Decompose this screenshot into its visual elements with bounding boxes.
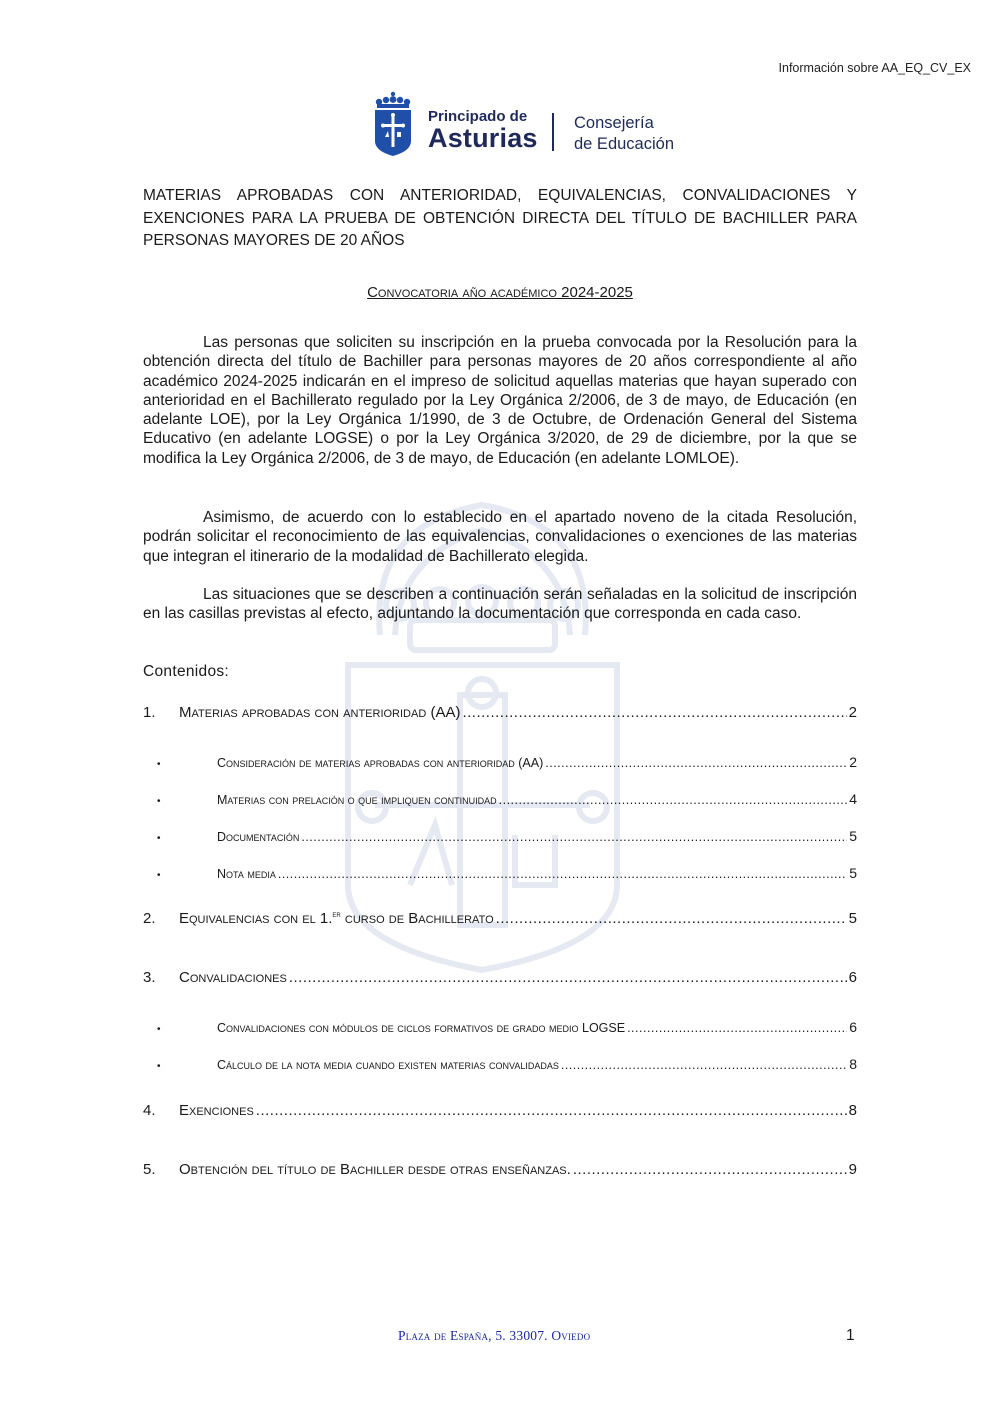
toc-entry-convalidaciones[interactable]: 3. Convalidaciones ..... 6 <box>143 969 857 986</box>
intro-paragraph-2: Asimismo, de acuerdo con lo establecido en el apartado noveno de la citada Resolución, podrán solicitar el reconocimiento de las equivalencias, convalidaciones o exenciones de las materias que integran el itinerario de la modalidad de Bachillerato elegida. <box>143 509 857 565</box>
toc-entry-nota-media[interactable]: • Nota media ..... 5 <box>143 865 857 881</box>
toc-leader-dots <box>573 1161 847 1178</box>
toc-entry-consideracion[interactable]: • Consideración de materias aprobadas con anterioridad (AA) ..... 2 <box>143 754 857 770</box>
page-number: 1 <box>846 1327 855 1344</box>
department-name: Consejería de Educación <box>574 114 674 153</box>
toc-entry-convalidaciones-modulos[interactable]: • Convalidaciones con módulos de ciclos formativos de grado medio LOGSE ..... 6 <box>143 1019 857 1035</box>
asturias-coat-of-arms-icon <box>374 91 412 157</box>
toc-entry-exenciones[interactable]: 4. Exenciones ..... 8 <box>143 1102 857 1119</box>
principado-asturias-logo <box>374 91 704 159</box>
logo-divider <box>552 113 554 151</box>
header-note: Información sobre AA_EQ_CV_EX <box>778 61 971 75</box>
toc-entry-prelacion[interactable]: • Materias con prelación o que impliquen continuidad ..... 4 <box>143 791 857 807</box>
document-subtitle: Convocatoria año académico 2024-2025 <box>367 284 633 301</box>
footer-address: Plaza de España, 5. 33007. Oviedo <box>398 1328 591 1343</box>
toc-entry-equivalencias[interactable]: 2. Equivalencias con el 1.$^{er}$ curso de Bachillerato ..... 5 <box>143 910 857 927</box>
brand-name: Principado de Asturias <box>428 108 538 153</box>
toc-leader-dots <box>627 1021 847 1035</box>
contents-heading: Contenidos: <box>143 663 230 680</box>
document-title: MATERIAS APROBADAS CON ANTERIORIDAD, EQUIVALENCIAS, CONVALIDACIONES Y EXENCIONES PARA LA PRUEBA DE OBTENCIÓN DIRECTA DEL TÍTULO DE BACHILLER PARA PERSONAS MAYORES DE 20 AÑOS <box>143 187 857 249</box>
toc-leader-dots <box>278 867 847 881</box>
toc-leader-dots <box>301 830 847 844</box>
toc-entry-obtencion-titulo[interactable]: 5. Obtención del título de Bachiller desde otras enseñanzas. ..... 9 <box>143 1161 857 1178</box>
toc-leader-dots <box>289 969 847 986</box>
toc-leader-dots <box>496 910 847 927</box>
toc-leader-dots <box>545 756 847 770</box>
intro-paragraph-1: Las personas que soliciten su inscripción en la prueba convocada por la Resolución para la obtención directa del título de Bachiller para personas mayores de 20 años correspondiente al año académico 2024-2025 indicarán en el impreso de solicitud aquellas materias que hayan superado con anterioridad en el Bachillerato regulado por la Ley Orgánica 2/2006, de 3 de mayo, de Educación (en adelante LOE), por la Ley Orgánica 1/1990, de 3 de Octubre, de Ordenación General del Sistema Educativo (en adelante LOGSE) o por la Ley Orgánica 3/2020, de 29 de diciembre, por la que se modifica la Ley Orgánica 2/2006, de 3 de mayo, de Educación (en adelante LOMLOE). <box>143 334 857 467</box>
toc-entry-materias-aprobadas[interactable]: 1. Materias aprobadas con anterioridad (AA) ..... 2 <box>143 704 857 721</box>
toc-leader-dots <box>256 1102 847 1119</box>
toc-leader-dots <box>462 704 846 721</box>
toc-leader-dots <box>499 793 848 807</box>
intro-paragraph-3: Las situaciones que se describen a continuación serán señaladas en la solicitud de inscripción en las casillas previstas al efecto, adjuntando la documentación que corresponda en cada caso. <box>143 586 857 623</box>
toc-entry-documentacion[interactable]: • Documentación ..... 5 <box>143 828 857 844</box>
toc-entry-calculo-nota-media[interactable]: • Cálculo de la nota media cuando existen materias convalidadas ..... 8 <box>143 1056 857 1072</box>
toc-leader-dots <box>561 1058 847 1072</box>
